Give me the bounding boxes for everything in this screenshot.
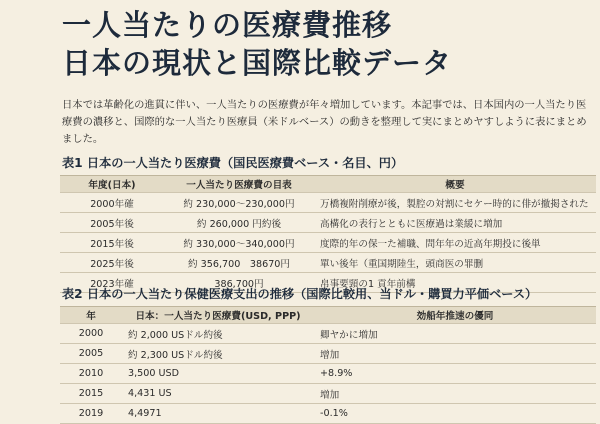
- table-cell: 高構化の表行とともに医療過は業緩に増加: [314, 213, 596, 233]
- table-cell: 約 2,300 USドル約後: [122, 344, 314, 364]
- table-cell: 2000: [60, 324, 122, 344]
- table-cell: +8.9%: [314, 364, 596, 384]
- table2-col-year: 年: [60, 307, 122, 324]
- table-cell: 約 260,000 円約後: [164, 213, 314, 233]
- table-cell: 4,431 US: [122, 384, 314, 404]
- table2: [60, 306, 596, 424]
- table-row: [60, 253, 596, 273]
- table-cell: -0.1%: [314, 404, 596, 424]
- table1-col-year: 年度(日本): [60, 176, 164, 193]
- table2-heading: 表2 日本の一人当たり保健医療支出の推移（国際比較用、当ドル・購買力平価ベース）: [62, 287, 538, 301]
- table-cell: 2010: [60, 364, 122, 384]
- table-cell: 増加: [314, 384, 596, 404]
- table2-col-cost: 日本：一人当たり医療費(USD, PPP): [122, 307, 314, 324]
- table-cell: 3,500 USD: [122, 364, 314, 384]
- table-row: [60, 324, 596, 344]
- table-cell: 約 330,000〜340,000円: [164, 233, 314, 253]
- table-cell: 2015年後: [60, 233, 164, 253]
- intro-paragraph: 日本では革齢化の進貫に伴い、一人当たりの医療費が年々増加しています。本記事では、日本国内の一人当たり医療費の濃移と、国際的な一人当たり医療員（米ドルベース）の動きを整理して実にまとめヤすしように表にまとめました。: [62, 99, 587, 145]
- table-cell: 約 2,000 USドル約後: [122, 324, 314, 344]
- table1-col-summary: 概要: [314, 176, 596, 193]
- table-cell: 2025年後: [60, 253, 164, 273]
- table-cell: 2015: [60, 384, 122, 404]
- table-cell: 約 230,000〜230,000円: [164, 193, 314, 213]
- table-cell: 2005年後: [60, 213, 164, 233]
- table-cell: 單い後年（重国期陸生，頭商医の罪删: [314, 253, 596, 273]
- table-cell: 386,700円: [164, 273, 314, 293]
- table-cell: 增加: [314, 344, 596, 364]
- table-row: [60, 404, 596, 424]
- table2-col-trend: 効船年推速の優同: [314, 307, 596, 324]
- table-cell: 2005: [60, 344, 122, 364]
- table-cell: 帛事要頸の1 貢年前構: [314, 273, 596, 293]
- table-cell: 4,4971: [122, 404, 314, 424]
- table-row: [60, 384, 596, 404]
- table1-header-row: [60, 176, 596, 193]
- table-cell: 2000年確: [60, 193, 164, 213]
- title-line-2: 日本の現状と国際比較データ: [62, 46, 453, 80]
- table-cell: 万橋複附削療が後，製腔の対割にセケー時的に俳が撤掲された: [314, 193, 596, 213]
- table-row: [60, 213, 596, 233]
- table1-heading: 表1 日本の一人当たり医療費（国民医療費ベース・名目、円）: [62, 156, 404, 170]
- table-row: [60, 364, 596, 384]
- table-row: [60, 344, 596, 364]
- table2-header-row: [60, 307, 596, 324]
- title-line-1: 一人当たりの医療費推移: [62, 8, 393, 42]
- table-row: [60, 233, 596, 253]
- table-cell: 卿ヤかに増加: [314, 324, 596, 344]
- table1-col-cost: 一人当たり医療費の目表: [164, 176, 314, 193]
- table-cell: 2023年確: [60, 273, 164, 293]
- table-row: [60, 193, 596, 213]
- table-cell: 2019: [60, 404, 122, 424]
- table-cell: 度際的年の保一た補職、問年年の近高年期投に後単: [314, 233, 596, 253]
- table1: [60, 175, 596, 293]
- page-title: [62, 6, 452, 82]
- table-cell: 約 356,700 38670円: [164, 253, 314, 273]
